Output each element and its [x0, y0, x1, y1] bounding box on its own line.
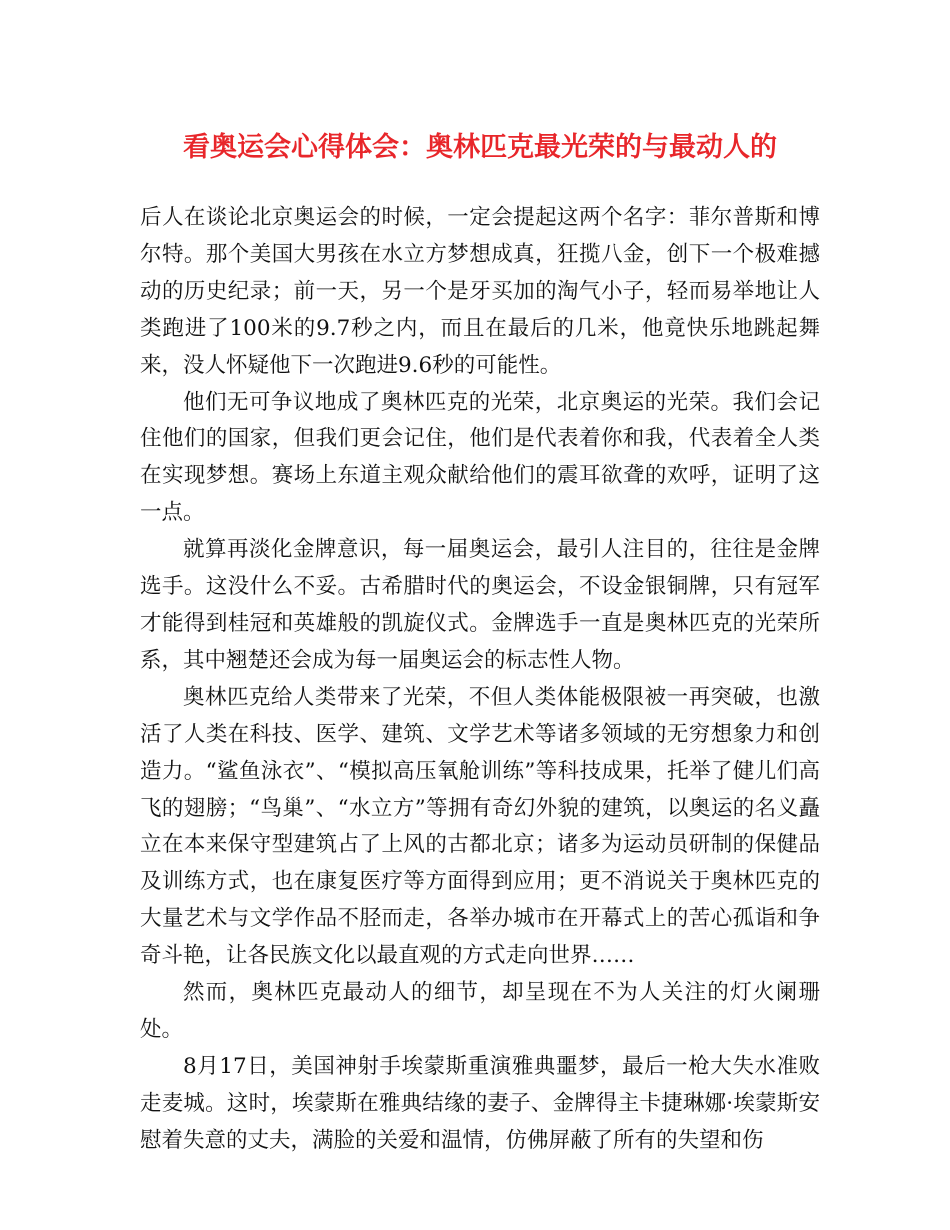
paragraph-3: 就算再淡化金牌意识，每一届奥运会，最引人注目的，往往是金牌选手。这没什么不妥。古希腊时代的奥运会，不设金银铜牌，只有冠军才能得到桂冠和英雄般的凯旋仪式。金牌选手一直是奥林匹克的光荣所系，其中翘楚还会成为每一届奥运会的标志性人物。: [140, 537, 820, 673]
paragraph-1: 后人在谈论北京奥运会的时候，一定会提起这两个名字：菲尔普斯和博尔特。那个美国大男孩在水立方梦想成真，狂揽八金，创下一个极难撼动的历史纪录；前一天，另一个是牙买加的淘气小子，轻而易举地让人类跑进了100米的9.7秒之内，而且在最后的几米，他竟快乐地跳起舞来，没人怀疑他下一次跑进9.6秒的可能性。: [140, 205, 820, 378]
paragraph-6: 8月17日，美国神射手埃蒙斯重演雅典噩梦，最后一枪大失水准败走麦城。这时，埃蒙斯在雅典结缘的妻子、金牌得主卡捷琳娜·埃蒙斯安慰着失意的丈夫，满脸的关爱和温情，仿佛屏蔽了所有的失望和伤: [140, 1053, 820, 1153]
paragraph-4: 奥林匹克给人类带来了光荣，不但人类体能极限被一再突破，也激活了人类在科技、医学、建筑、文学艺术等诸多领域的无穷想象力和创造力。“鲨鱼泳衣”、“模拟高压氧舱训练”等科技成果，托举了健儿们高飞的翅膀；“鸟巢”、“水立方”等拥有奇幻外貌的建筑，以奥运的名义矗立在本来保守型建筑占了上风的古都北京；诸多为运动员研制的保健品及训练方式，也在康复医疗等方面得到应用；更不消说关于奥林匹克的大量艺术与文学作品不胫而走，各举办城市在开幕式上的苦心孤诣和争奇斗艳，让各民族文化以最直观的方式走向世界……: [140, 684, 820, 969]
paragraph-5: 然而，奥林匹克最动人的细节，却呈现在不为人关注的灯火阑珊处。: [140, 980, 820, 1042]
document-title: 看奥运会心得体会：奥林匹克最光荣的与最动人的: [183, 132, 777, 163]
document-body: [140, 200, 820, 1160]
paragraph-2: 他们无可争议地成了奥林匹克的光荣，北京奥运的光荣。我们会记住他们的国家，但我们更会记住，他们是代表着你和我，代表着全人类在实现梦想。赛场上东道主观众献给他们的震耳欲聋的欢呼，证明了这一点。: [140, 389, 820, 526]
